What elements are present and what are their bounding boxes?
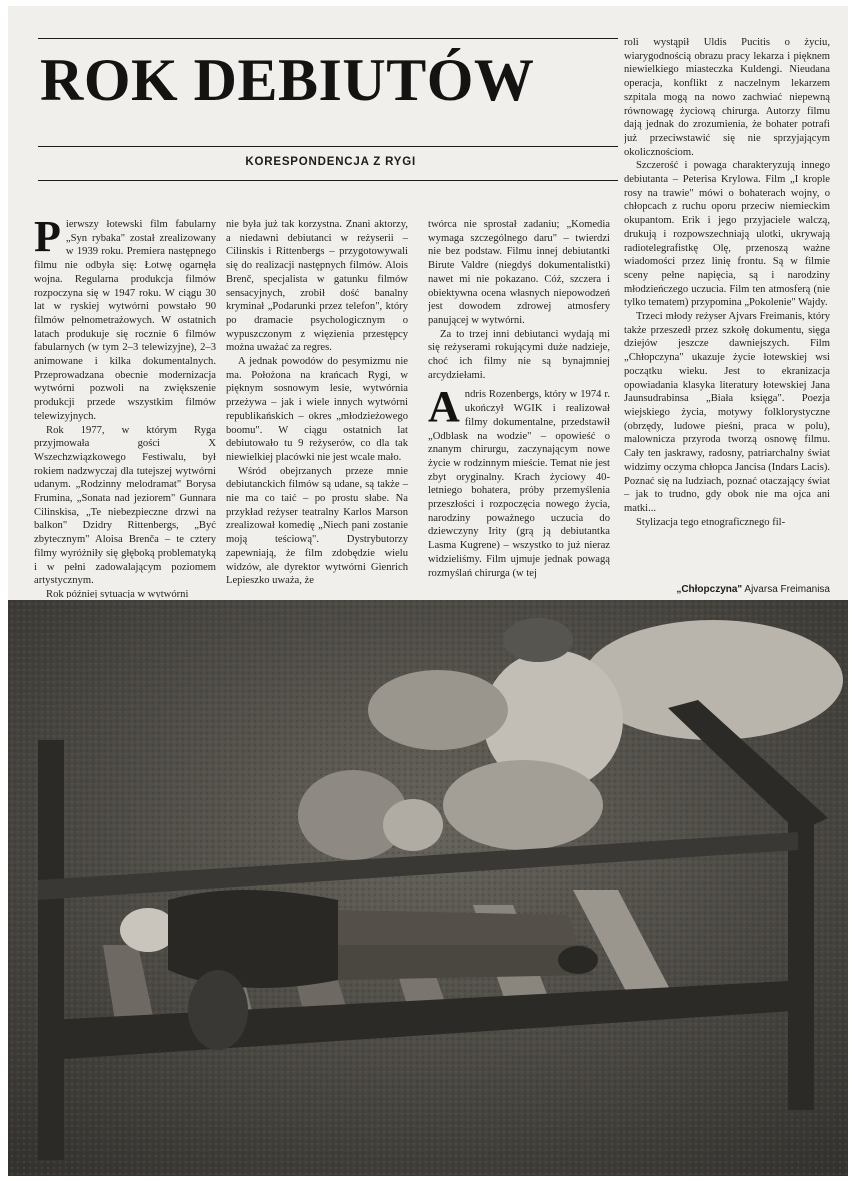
film-still-photo — [8, 600, 848, 1176]
paragraph: nie była już tak korzystna. Znani aktorzy, a niedawni debiutanci w reżyserii – Cilinskis i Rittenbergs – przygotowywali się do realizacji następnych filmów. Alois Brenč, specjalista w gatunku filmów sensacyjnych, zrobił dość banalny kryminał „Podarunki przez telefon", który po dramacie psychologicznym o wypuszczonym z więzienia przestępcy można uważać za regres. — [226, 219, 408, 354]
caption-film-title: „Chłopczyna" — [676, 584, 743, 595]
magazine-page — [8, 6, 848, 1176]
photo-caption — [624, 584, 830, 595]
text-column-1 — [34, 218, 216, 598]
paragraph: Za to trzej inni debiutanci wydają mi się reżyserami rokującymi duże nadzieje, choć ich filmy nie są bynajmniej arcydziełami. — [428, 328, 610, 381]
subtitle-rule — [38, 180, 618, 181]
article-title: ROK DEBIUTÓW — [40, 47, 535, 113]
paragraph: Pierwszy łotewski film fabularny „Syn rybaka" został zrealizowany w 1939 roku. Premiera następnego filmu nie odbyła się: Łotwę ogarnęła wojna. Regularna produkcja filmów rozpoczyna się w 1947 roku. W ciągu 30 lat w ryskiej wytwórni powstało 90 filmów pełnometrażowych. W ostatnich latach produkuje się rocznie 6 filmów fabularnych (w tym 2–3 telewizyjne), 2–3 animowane i kilka dokumentalnych. Przeprowadzana obecnie modernizacja wytwórni pozwoli na zwiększenie produkcji przede wszystkim filmów telewizyjnych. — [34, 218, 216, 422]
paragraph: roli wystąpił Uldis Pucitis o życiu, wiarygodnością obrazu pracy lekarza i pięknem niewielkiego miasteczka Kuldengi. Nieudana operacja, konflikt z naczelnym lekarzem szpitala mogą na nowo zachwiać niepewną równowagę życiową chirurga. Autorzy filmu dają jednak do zrozumienia, że bohater potrafi już przeciwstawić się nie sprzyjającym okolicznościom. — [624, 37, 830, 158]
paragraph: Szczerość i powaga charakteryzują innego debiutanta – Peterisa Krylowa. Film „I krople rosy na trawie" mówi o bohaterach wojny, o chłopcach z ruchu oporu przeciw niemieckim okupantom. Erik i jego przyjaciele walczą, drukują i rozpowszechniają ulotki, ukrywają radiotelegrafistkę Olę, przenoszą ważne wiadomości przez linię frontu. Są w filmie sceny pełne napięcia, są i narodziny młodzieńczego uczucia. Film ten atmosferą (nie tylko tematem) przypomina „Pokolenie" Wajdy. — [624, 160, 830, 309]
drop-cap: P — [34, 218, 61, 261]
title-rule — [38, 146, 618, 147]
text-column-4 — [624, 36, 830, 596]
paragraph: Stylizacja tego etnograficznego fil- — [636, 516, 786, 528]
top-rule — [38, 38, 618, 39]
text-column-3 — [428, 218, 610, 598]
caption-director: Ajvarsa Freimanisa — [744, 584, 830, 595]
paragraph: Andris Rozenbergs, który w 1974 r. ukończył WGIK i realizował filmy dokumentalne, przedstawił „Odblask na wodzie" – opowieść o znanym chirurgu, zaczynającym nowe życie w rodzinnym mieście. Temat nie jest zbyt oryginalny. Krach życiowy 40-letniego bohatera, próby przemyślenia przeszłości i rozpoczęcia nowego życia, narodziny poważnego uczucia do dziewczyny Irity (grą ją debiutantka Lasma Kugrene) – wszystko to już nieraz widzieliśmy. Film ujmuje jednak powagą rozmyślań chirurga (w tej — [428, 382, 610, 579]
text-column-2 — [226, 218, 408, 598]
paragraph: A jednak powodów do pesymizmu nie ma. Położona na krańcach Rygi, w pięknym sosnowym lesie, wytwórnia przeżywa – jak i wiele innych wytwórni republikańskich – okres „młodzieżowego boomu". W ciągu ostatnich lat debiutowało tu 9 reżyserów, co dla tak niewielkiej placówki nie jest wcale mało. — [226, 356, 408, 463]
drop-cap: A — [428, 382, 460, 432]
article-subtitle: KORESPONDENCJA Z RYGI — [245, 156, 416, 168]
paragraph: twórca nie sprostał zadaniu; „Komedia wymaga szczególnego daru" – twierdzi nie bez podstaw. Filmu innej debiutantki Birute Valdre (niegdyś dokumentalistki) nawet mi nie pokazano. Cóż, szczera i obiektywna ocena własnych niepowodzeń jest dowodem zdrowej atmosfery panującej w wytwórni. — [428, 219, 610, 326]
paragraph: Wśród obejrzanych przeze mnie debiutanckich filmów są udane, są także – nie ma co taić – po prostu słabe. Na przykład reżyser teatralny Karlos Marson zrealizował komedię „Niech pani zostanie moją teściową". Dystrybutorzy zapewniają, że film zdobędzie wielu widzów, ale dyrektor wytwórni Gienrich Lepieszko uważa, że — [226, 465, 408, 587]
paragraph: Rok później sytuacja w wytwórni — [46, 588, 189, 598]
photo-illustration — [8, 600, 848, 1176]
paragraph: Trzeci młody reżyser Ajvars Freimanis, który także przeszedł przez szkołę dokumentu, sięga dziejów jeszcze dawniejszych. Film „Chłopczyna" ukazuje życie łotewskiej wsi początku wieku. Jest to ekranizacja opowiadania klasyka literatury łotewskiej Jana Jaunsudrabinsa „Biała księga". Poezja wiejskiego życia, motywy folklorystyczne (obrzędy, ludowe pieśni, praca w polu), malownicza przyroda tworzą osnowę filmu. Cały ten jaskrawy, radosny, patriarchalny świat widzimy oczyma chłopca Jancisa (Indars Lacis). Poznać się na ludziach, poznać otaczający świat – jak to trudno, gdy obok nie ma ojca ani matki... — [624, 311, 830, 514]
paragraph: Rok 1977, w którym Ryga przyjmowała gości X Wszechzwiązkowego Festiwalu, był rokiem nadzwyczaj dla tutejszej wytwórni udanym. „Rodzinny melodramat" Borysa Frumina, „Sonata nad jeziorem" Gunnara Cilinskisa, „Te niebezpieczne drzwi na balkon" Dzidry Rittenbergs, „Być zbytecznym" Aloisa Brenča – te cztery filmy wyróżniły się głęboką problematyką i w pełni zadowalającym poziomem artystycznym. — [34, 424, 216, 587]
